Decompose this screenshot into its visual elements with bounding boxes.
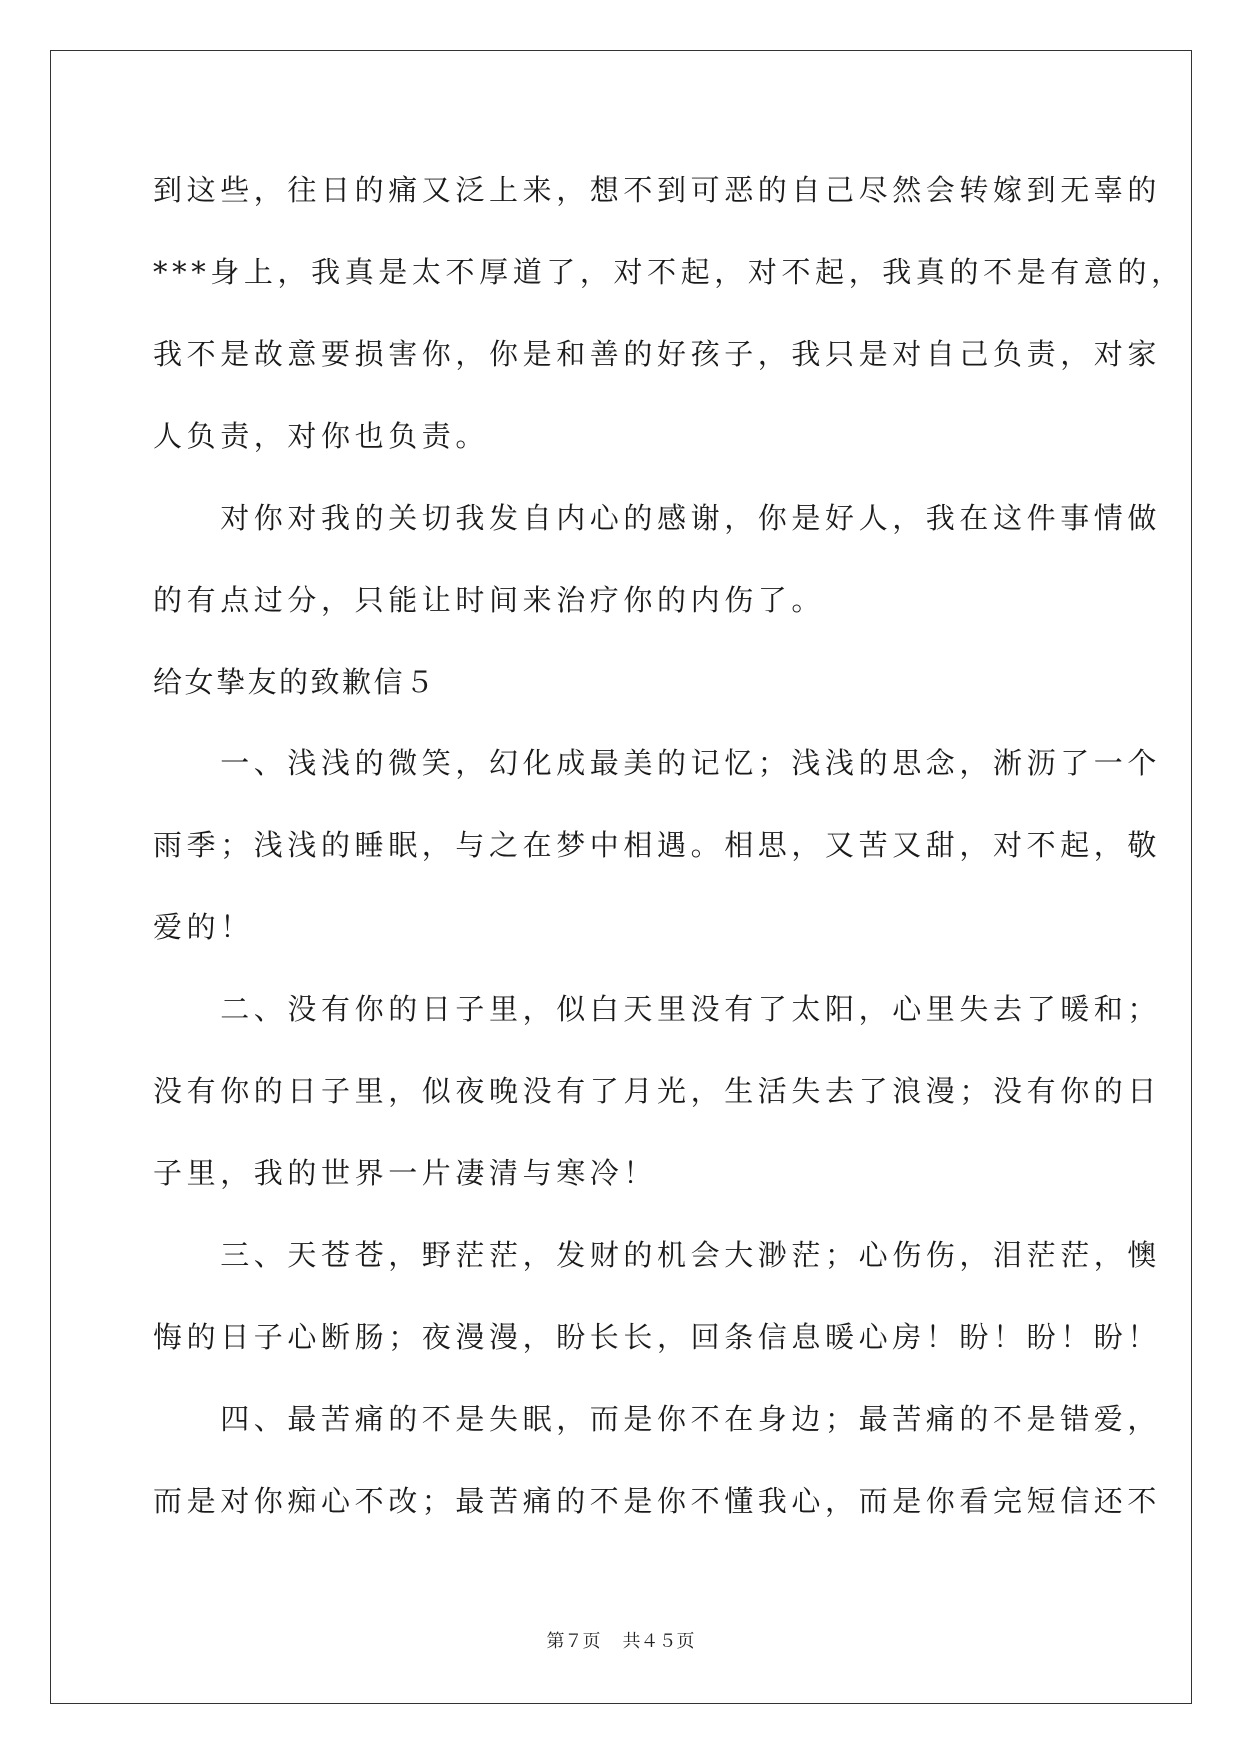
text-line: 的有点过分，只能让时间来治疗你的内伤了。: [153, 583, 826, 617]
text-line: 四、最苦痛的不是失眠，而是你不在身边；最苦痛的不是错爱，: [153, 1402, 1162, 1436]
page-border: [50, 50, 1192, 1704]
text-line: 子里，我的世界一片凄清与寒冷！: [153, 1156, 658, 1190]
text-line: 悔的日子心断肠；夜漫漫，盼长长，回条信息暖心房！盼！盼！盼！: [153, 1320, 1162, 1354]
text-line: 二、没有你的日子里，似白天里没有了太阳，心里失去了暖和；: [153, 992, 1162, 1026]
text-line: 三、天苍苍，野茫茫，发财的机会大渺茫；心伤伤，泪茫茫，懊: [153, 1238, 1162, 1272]
text-line: 我不是故意要损害你，你是和善的好孩子，我只是对自己负责，对家: [153, 337, 1162, 371]
section-heading: 给女挚友的致歉信５: [153, 665, 437, 699]
text-line: 而是对你痴心不改；最苦痛的不是你不懂我心，而是你看完短信还不: [153, 1484, 1162, 1518]
text-line: 一、浅浅的微笑，幻化成最美的记忆；浅浅的思念，淅沥了一个: [153, 746, 1162, 780]
text-line: 雨季；浅浅的睡眠，与之在梦中相遇。相思，又苦又甜，对不起，敬: [153, 828, 1162, 862]
text-line: 爱的！: [153, 910, 254, 944]
page-footer: [0, 1631, 1241, 1653]
text-line: 人负责，对你也负责。: [153, 419, 490, 453]
text-line: 没有你的日子里，似夜晚没有了月光，生活失去了浪漫；没有你的日: [153, 1074, 1162, 1108]
text-line: 对你对我的关切我发自内心的感谢，你是好人，我在这件事情做: [153, 501, 1162, 535]
text-line: 到这些，往日的痛又泛上来，想不到可恶的自己尽然会转嫁到无辜的: [153, 173, 1162, 207]
page-number: 第７页: [546, 1631, 601, 1652]
text-line: ***身上，我真是太不厚道了，对不起，对不起，我真的不是有意的，: [153, 255, 1185, 289]
page-total: 共４５页: [622, 1631, 695, 1652]
